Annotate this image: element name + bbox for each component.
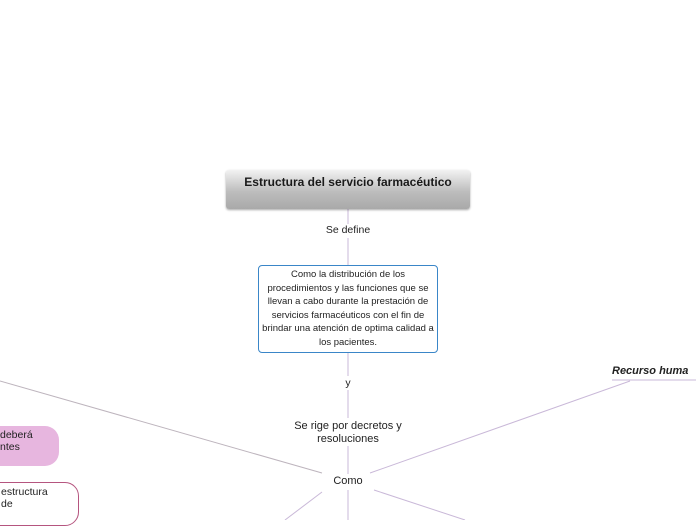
link-label-define: Se define: [325, 224, 371, 236]
link-label-como: Como: [333, 475, 363, 487]
branch-recurso-humano[interactable]: [612, 365, 696, 377]
branch-left-outline[interactable]: [0, 482, 79, 526]
root-topic[interactable]: [226, 170, 470, 209]
branch-recurso-text: Recurso huma: [612, 365, 689, 377]
link-label-y: y: [345, 377, 351, 389]
definition-text: Como la distribución de los procedimientos y las funciones que se llevan a cabo durante la prestación de servicios farmacéuticos con el fin de brindar una atención de optima calidad a los pacientes.: [262, 269, 434, 348]
branch-left-outline-text: estructura de: [1, 486, 48, 510]
regulation-topic[interactable]: [280, 420, 416, 445]
line-como-down-left: [285, 492, 322, 520]
regulation-text: Se rige por decretos y resoluciones: [294, 420, 402, 445]
branch-left-pink[interactable]: [0, 426, 59, 466]
line-como-down-right: [374, 490, 465, 520]
definition-box[interactable]: [258, 265, 438, 353]
root-title: Estructura del servicio farmacéutico: [244, 175, 452, 189]
branch-left-pink-text: deberá ntes: [0, 429, 33, 453]
